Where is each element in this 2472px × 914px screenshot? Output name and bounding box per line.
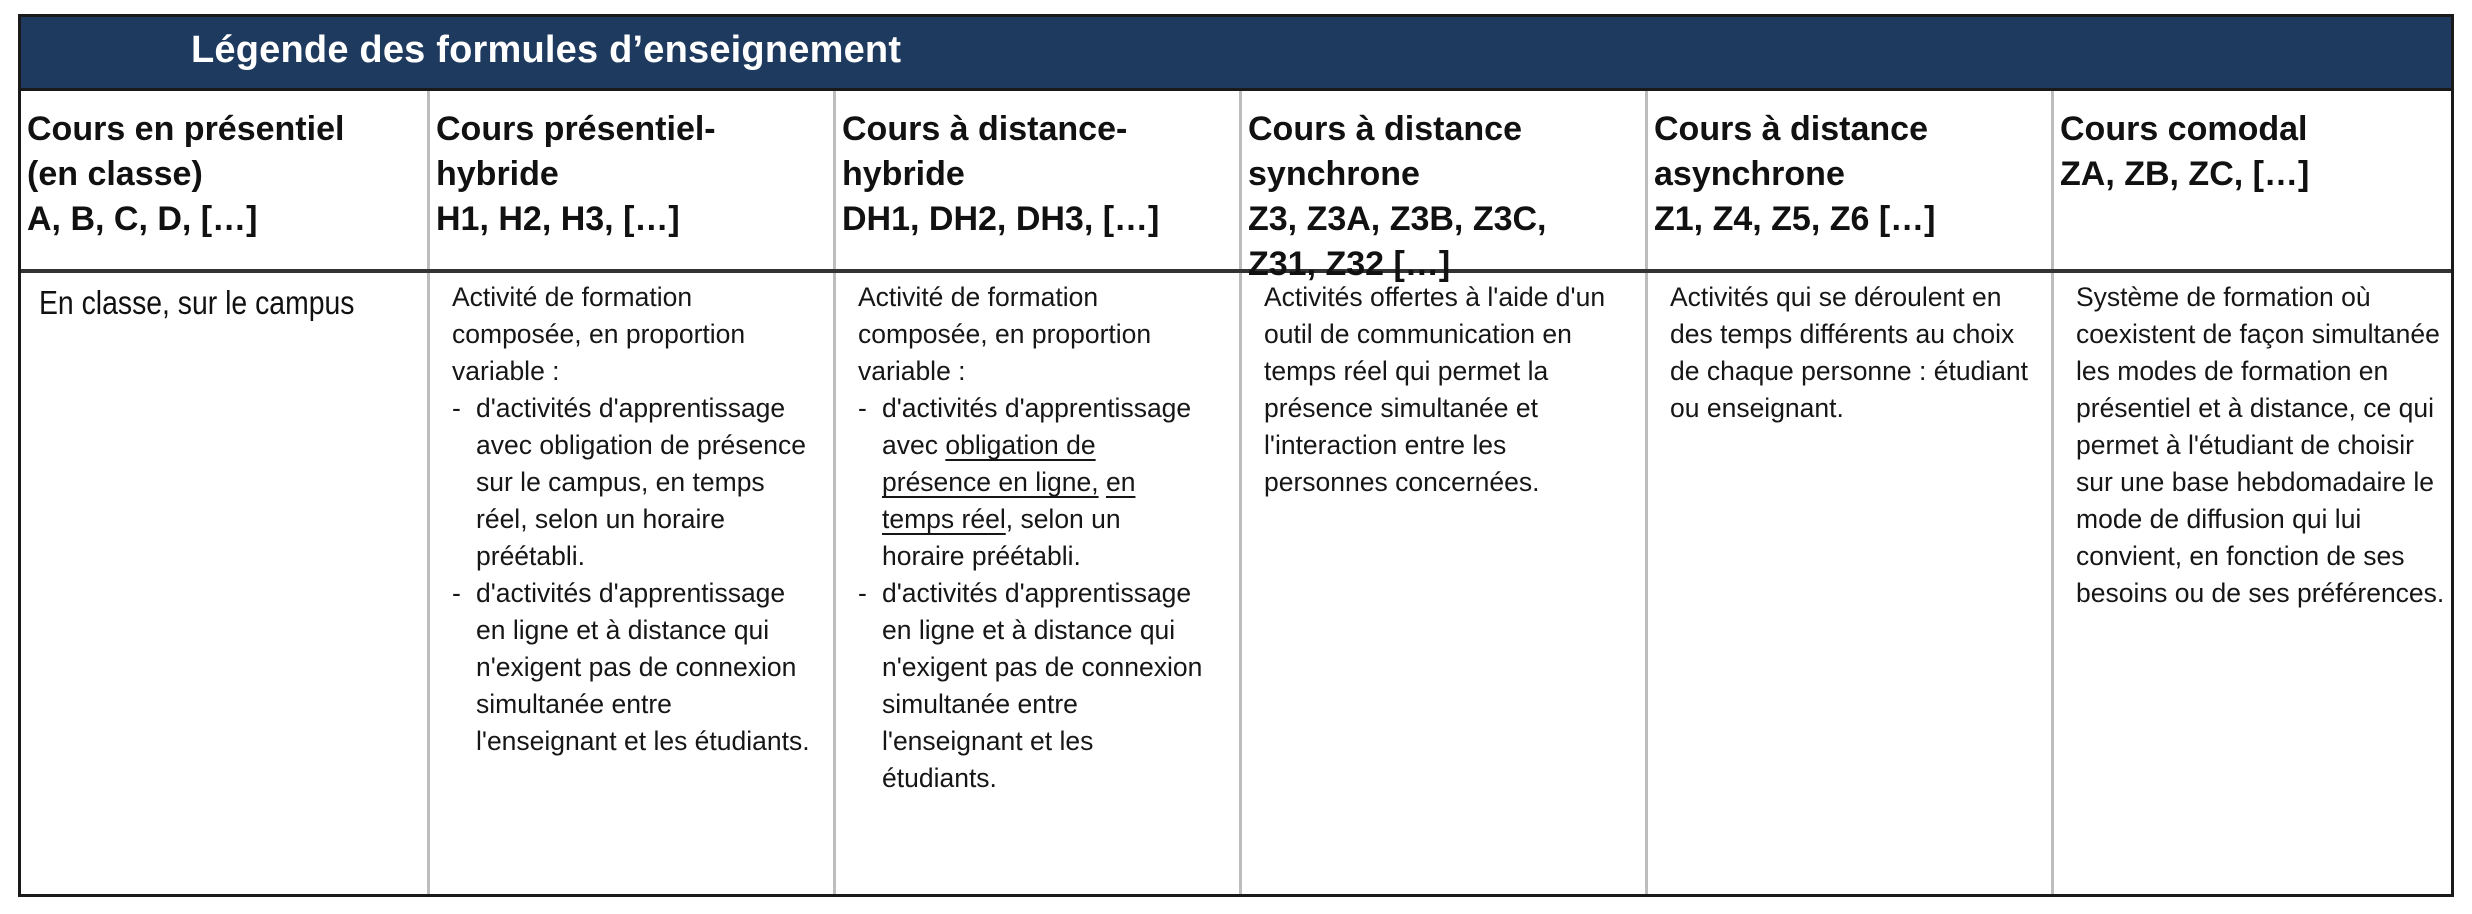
header-label: Cours à distance synchrone — [1248, 110, 1522, 193]
header-codes: Z3, Z3A, Z3B, Z3C, Z31, Z32 […] — [1248, 200, 1547, 283]
header-row — [21, 91, 2451, 283]
body-row — [21, 273, 2451, 894]
title-bar — [21, 17, 2451, 91]
body-cell-presentiel — [21, 273, 427, 894]
description — [858, 279, 1208, 797]
header-label: Cours à distance asynchrone — [1654, 110, 1928, 193]
header-cell-distance-asynchrone — [1645, 91, 2051, 269]
header-label: Cours en présentiel (en classe) — [27, 110, 345, 193]
text-span: d'activités d'apprentissage avec — [882, 393, 1192, 460]
underlined-text: obligation de présence en ligne, — [882, 430, 1099, 497]
header-codes: A, B, C, D, […] — [27, 200, 258, 238]
activity-item — [858, 390, 1208, 575]
description: Système de formation où coexistent de façon simultanée les modes de formation en présentiel et à distance, ce qui permet à l'étudiant de choisir sur une base hebdomadaire le mode de diffusion qui lui convient, en fonction de ses besoins ou de ses préférences. — [2076, 282, 2445, 608]
header-codes: Z1, Z4, Z5, Z6 […] — [1654, 200, 1936, 238]
header-label: Cours comodal — [2060, 110, 2308, 148]
activity-list — [858, 390, 1208, 797]
body-cell-distance-hybride — [833, 273, 1239, 894]
header-cell-presentiel — [21, 91, 427, 269]
body-cell-distance-asynchrone — [1645, 273, 2051, 894]
description: Activités qui se déroulent en des temps différents au choix de chaque personne : étudiant ou enseignant. — [1670, 282, 2029, 423]
activity-item: - d'activités d'apprentissage avec obligation de présence sur le campus, en temps réel, selon un horaire préétabli. — [452, 390, 812, 575]
header-cell-distance-hybride — [833, 91, 1239, 269]
description-intro: Activité de formation composée, en proportion variable : — [452, 282, 746, 386]
text-span — [1099, 467, 1106, 497]
activity-item: - d'activités d'apprentissage en ligne et à distance qui n'exigent pas de connexion simultanée entre l'enseignant et les étudiants. — [452, 575, 812, 760]
activity-list — [452, 390, 812, 760]
activity-item: - d'activités d'apprentissage en ligne et à distance qui n'exigent pas de connexion simultanée entre l'enseignant et les étudiants. — [858, 575, 1208, 797]
header-label: Cours à distance- hybride — [842, 110, 1128, 193]
header-cell-comodal — [2051, 91, 2451, 269]
body-cell-distance-synchrone — [1239, 273, 1645, 894]
header-codes: DH1, DH2, DH3, […] — [842, 200, 1160, 238]
description: Activités offertes à l'aide d'un outil de communication en temps réel qui permet la présence simultanée et l'interaction entre les personnes concernées. — [1264, 282, 1606, 497]
legend-table — [18, 14, 2454, 897]
description-intro: Activité de formation composée, en proportion variable : — [858, 282, 1152, 386]
header-cell-presentiel-hybride — [427, 91, 833, 269]
body-cell-comodal — [2051, 273, 2451, 894]
table-title: Légende des formules d’enseignement — [191, 29, 902, 71]
body-cell-presentiel-hybride — [427, 273, 833, 894]
description: En classe, sur le campus — [39, 284, 355, 321]
header-cell-distance-synchrone — [1239, 91, 1645, 283]
underlined-text: en temps réel — [882, 467, 1136, 534]
text-span: , selon un horaire préétabli. — [882, 504, 1121, 571]
header-codes: ZA, ZB, ZC, […] — [2060, 155, 2310, 193]
description — [452, 279, 812, 760]
header-label: Cours présentiel- hybride — [436, 110, 716, 193]
header-codes: H1, H2, H3, […] — [436, 200, 680, 238]
